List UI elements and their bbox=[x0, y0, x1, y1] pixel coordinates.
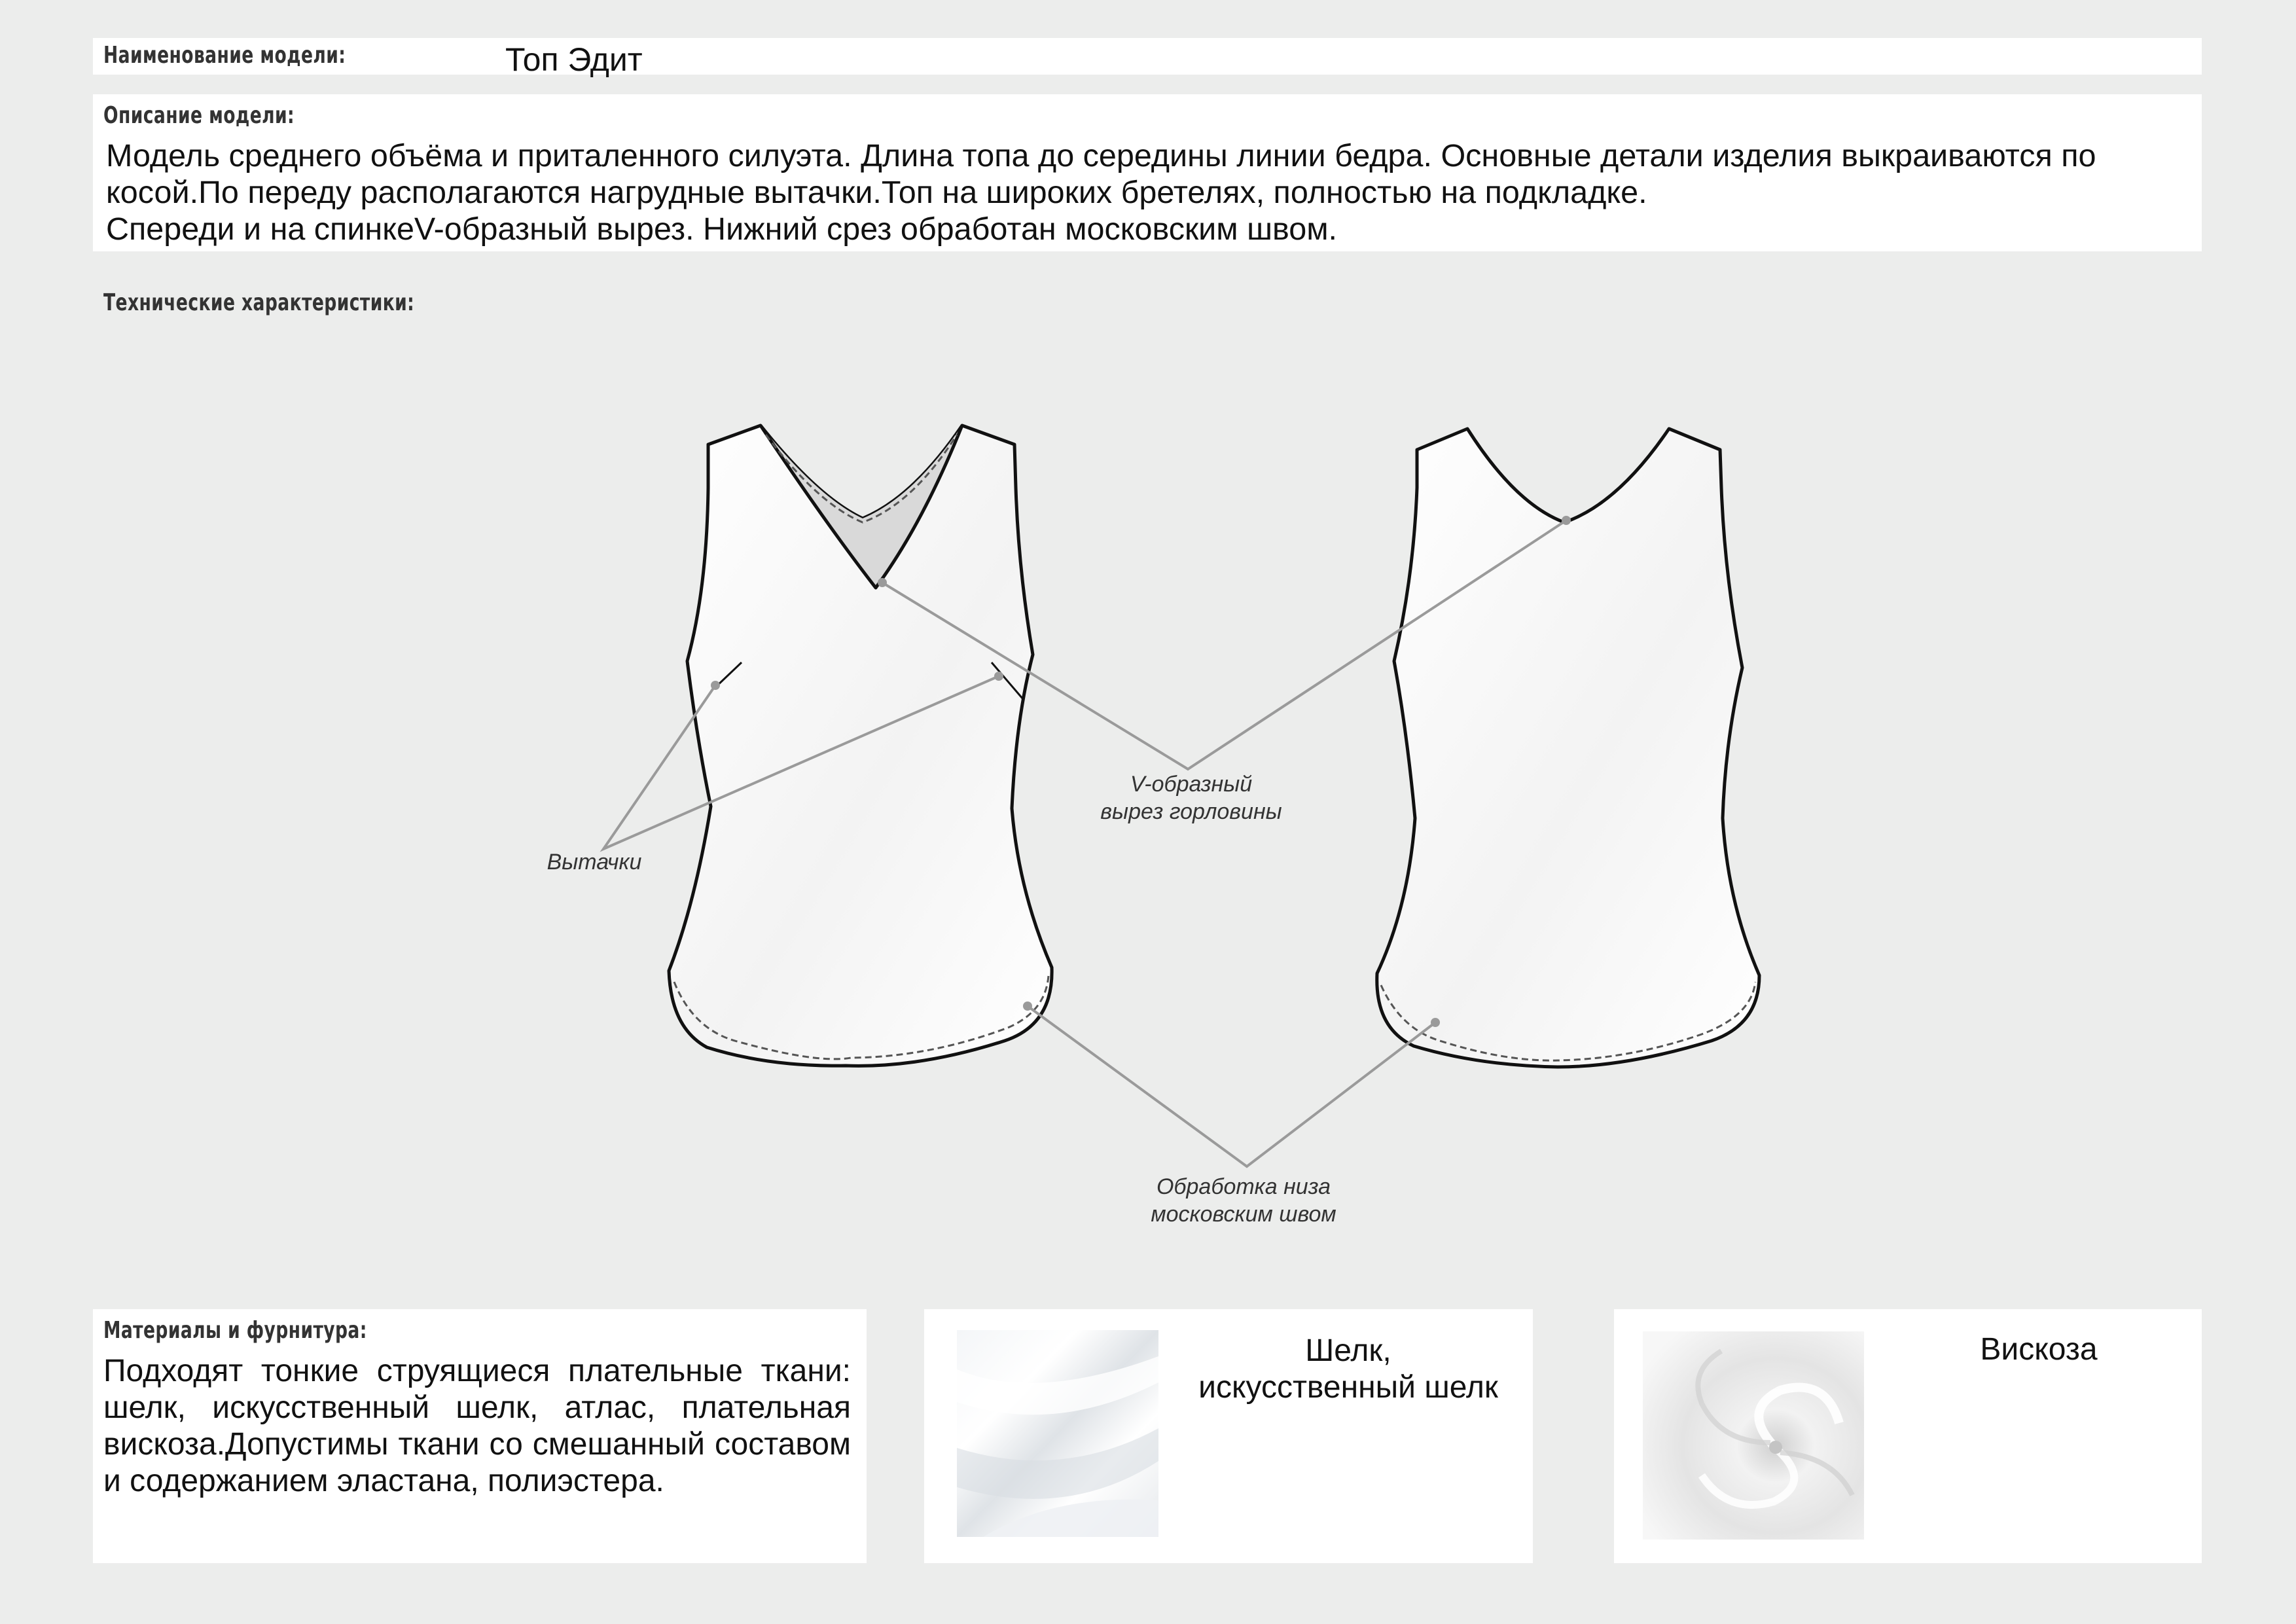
callout-hem-line: Обработка низа bbox=[1156, 1174, 1331, 1199]
viscose-fabric-icon bbox=[1643, 1331, 1864, 1540]
callout-darts: Вытачки bbox=[547, 850, 642, 875]
callout-neckline-line: V-образный bbox=[1130, 772, 1253, 797]
silk-fabric-icon bbox=[957, 1330, 1158, 1537]
description-line: косой.По переду располагаются нагрудные вытачки.Топ на широких бретелях, полностью на подкладке. bbox=[106, 175, 1647, 210]
swatch-title-line: искусственный шелк bbox=[1198, 1370, 1498, 1405]
swatch-title-silk bbox=[1178, 1333, 1518, 1406]
description-label: Описание модели: bbox=[103, 102, 295, 129]
technical-label: Технические характеристики: bbox=[103, 289, 415, 316]
description-line: Спереди и на спинкеV-образный вырез. Нижний срез обработан московским швом. bbox=[106, 211, 1338, 247]
front-view bbox=[669, 425, 1052, 1066]
materials-text: Подходят тонкие струящиеся плательные ткани: шелк, искусственный шелк, атлас, плательная вискоза.Допустимы ткани со смешанный составом и содержанием эластана, полиэстера. bbox=[103, 1354, 851, 1498]
callout-neckline bbox=[1060, 770, 1322, 825]
callout-hem bbox=[1113, 1173, 1374, 1228]
callout-neckline-line: вырез горловины bbox=[1100, 799, 1282, 824]
callout-hem-line: московским швом bbox=[1151, 1202, 1336, 1227]
model-name-label: Наименование модели: bbox=[103, 42, 346, 69]
swatch-title-line: Вискоза bbox=[1980, 1332, 2098, 1367]
model-name-value: Топ Эдит bbox=[505, 41, 643, 78]
swatch-title-line: Шелк, bbox=[1305, 1333, 1391, 1368]
materials-label: Материалы и фурнитура: bbox=[103, 1317, 367, 1344]
hem-leader bbox=[1028, 1006, 1435, 1166]
swatch-title-viscose bbox=[1898, 1331, 2179, 1368]
description-line: Модель среднего объёма и приталенного силуэта. Длина топа до середины линии бедра. Основные детали изделия выкраиваются по bbox=[106, 138, 2096, 173]
